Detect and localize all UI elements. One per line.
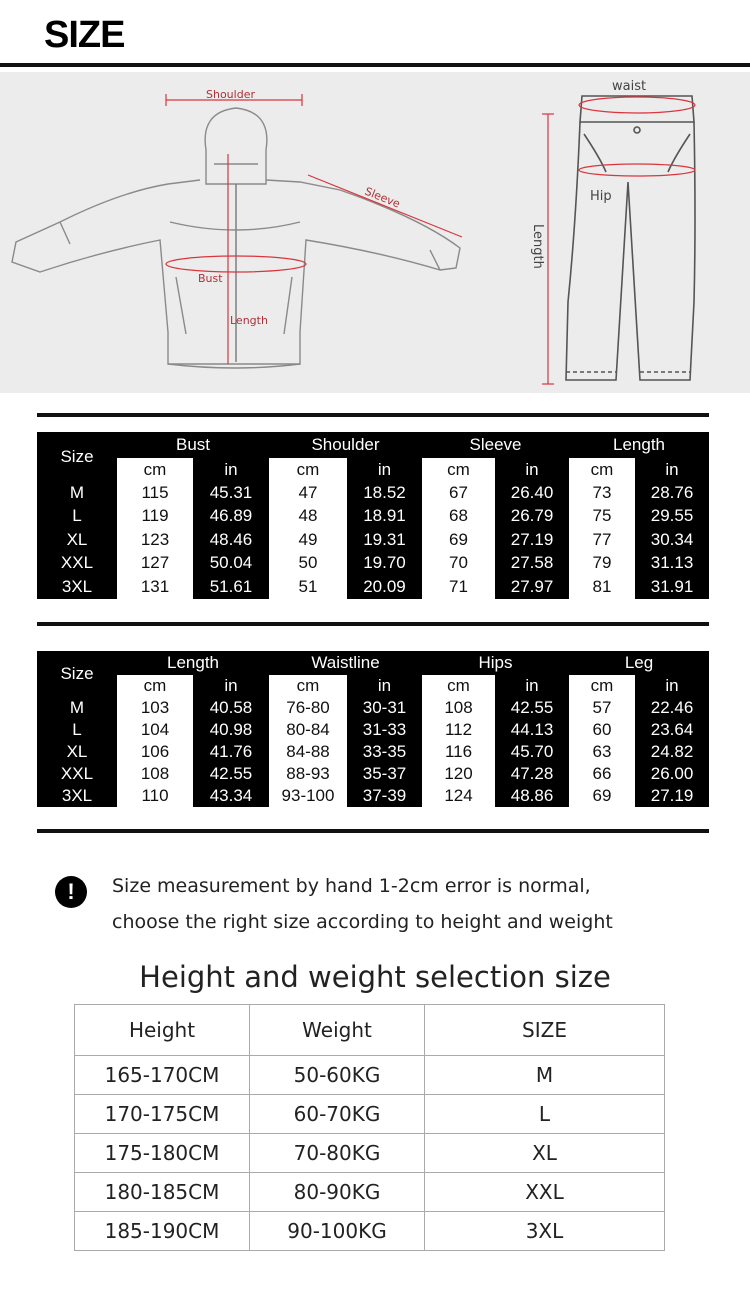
table-cell: 69 xyxy=(569,785,635,807)
table-row xyxy=(37,741,709,763)
table-cell: XL xyxy=(37,741,117,763)
table-cell: 60-70KG xyxy=(250,1095,425,1134)
unit-header: in xyxy=(193,675,269,697)
unit-header: in xyxy=(495,458,569,481)
table-cell: XXL xyxy=(37,763,117,785)
table-cell: 103 xyxy=(117,697,193,719)
column-header: SIZE xyxy=(425,1005,665,1056)
table-cell: 76-80 xyxy=(269,697,347,719)
table-cell: 73 xyxy=(569,481,635,505)
table-cell: 43.34 xyxy=(193,785,269,807)
table-cell: XL xyxy=(425,1134,665,1173)
table-cell: 88-93 xyxy=(269,763,347,785)
jacket-size-table xyxy=(37,432,709,599)
table-cell: 50 xyxy=(269,552,347,576)
table-cell: 26.00 xyxy=(635,763,709,785)
unit-header: in xyxy=(347,458,422,481)
measurement-illustration xyxy=(0,72,750,393)
table-cell: 75 xyxy=(569,505,635,529)
table-cell: 29.55 xyxy=(635,505,709,529)
table-cell: 45.70 xyxy=(495,741,569,763)
table-cell: 70-80KG xyxy=(250,1134,425,1173)
table-cell: 31.13 xyxy=(635,552,709,576)
table-row xyxy=(37,719,709,741)
table-cell: 51.61 xyxy=(193,575,269,599)
table-cell: 71 xyxy=(422,575,495,599)
table-cell: 81 xyxy=(569,575,635,599)
table-row xyxy=(37,505,709,529)
table-cell: 40.58 xyxy=(193,697,269,719)
table-cell: 19.70 xyxy=(347,552,422,576)
height-weight-table xyxy=(74,1004,665,1251)
group-header: Length xyxy=(117,651,269,675)
table-row xyxy=(37,528,709,552)
table-cell: L xyxy=(37,505,117,529)
table-row xyxy=(37,785,709,807)
table-cell: 40.98 xyxy=(193,719,269,741)
divider xyxy=(37,413,709,417)
table-cell: M xyxy=(37,697,117,719)
table-cell: XXL xyxy=(37,552,117,576)
table-cell: 108 xyxy=(117,763,193,785)
table-cell: 3XL xyxy=(425,1212,665,1251)
table-row xyxy=(37,575,709,599)
table-cell: 45.31 xyxy=(193,481,269,505)
table-cell: 30.34 xyxy=(635,528,709,552)
table-cell: 26.40 xyxy=(495,481,569,505)
table-cell: 112 xyxy=(422,719,495,741)
table-cell: 170-175CM xyxy=(75,1095,250,1134)
column-header: Weight xyxy=(250,1005,425,1056)
table-cell: 77 xyxy=(569,528,635,552)
exclamation-icon: ! xyxy=(55,876,87,908)
table-cell: 48.86 xyxy=(495,785,569,807)
table-cell: 18.52 xyxy=(347,481,422,505)
bust-label: Bust xyxy=(198,272,223,285)
group-header: Shoulder xyxy=(269,432,422,458)
group-header: Length xyxy=(569,432,709,458)
table-cell: 51 xyxy=(269,575,347,599)
table-cell: 180-185CM xyxy=(75,1173,250,1212)
unit-header: cm xyxy=(422,675,495,697)
table-cell: 57 xyxy=(569,697,635,719)
shoulder-label: Shoulder xyxy=(206,88,255,101)
table-cell: 93-100 xyxy=(269,785,347,807)
table-cell: 33-35 xyxy=(347,741,422,763)
pants-length-label: Length xyxy=(530,224,545,269)
unit-header: cm xyxy=(269,675,347,697)
jacket-length-label: Length xyxy=(230,314,268,327)
table-row xyxy=(37,552,709,576)
jacket-drawing xyxy=(12,108,460,368)
table-cell: 3XL xyxy=(37,575,117,599)
table-cell: 42.55 xyxy=(193,763,269,785)
table-cell: 68 xyxy=(422,505,495,529)
table-cell: 104 xyxy=(117,719,193,741)
table-cell: 48 xyxy=(269,505,347,529)
table-cell: 35-37 xyxy=(347,763,422,785)
table-cell: 22.46 xyxy=(635,697,709,719)
group-header: Leg xyxy=(569,651,709,675)
table-cell: 42.55 xyxy=(495,697,569,719)
table-cell: L xyxy=(425,1095,665,1134)
table-row xyxy=(75,1173,665,1212)
table-cell: 47 xyxy=(269,481,347,505)
table-cell: 28.76 xyxy=(635,481,709,505)
unit-header: in xyxy=(635,675,709,697)
table-cell: 23.64 xyxy=(635,719,709,741)
table-cell: 27.19 xyxy=(635,785,709,807)
table-cell: 20.09 xyxy=(347,575,422,599)
table-cell: 37-39 xyxy=(347,785,422,807)
title-divider xyxy=(0,63,750,67)
table-cell: 27.19 xyxy=(495,528,569,552)
table-cell: M xyxy=(425,1056,665,1095)
table-cell: 80-84 xyxy=(269,719,347,741)
table-cell: 185-190CM xyxy=(75,1212,250,1251)
unit-header: cm xyxy=(269,458,347,481)
divider xyxy=(37,829,709,833)
table-cell: 66 xyxy=(569,763,635,785)
table-cell: 110 xyxy=(117,785,193,807)
table-cell: 120 xyxy=(422,763,495,785)
table-cell: 27.97 xyxy=(495,575,569,599)
group-header: Waistline xyxy=(269,651,422,675)
table-cell: 119 xyxy=(117,505,193,529)
table-cell: 46.89 xyxy=(193,505,269,529)
table-row xyxy=(37,763,709,785)
table-cell: 31-33 xyxy=(347,719,422,741)
table-cell: 18.91 xyxy=(347,505,422,529)
unit-header: in xyxy=(495,675,569,697)
table-cell: 31.91 xyxy=(635,575,709,599)
table-cell: 48.46 xyxy=(193,528,269,552)
table-cell: 106 xyxy=(117,741,193,763)
unit-header: cm xyxy=(569,675,635,697)
table-cell: 67 xyxy=(422,481,495,505)
table-cell: 60 xyxy=(569,719,635,741)
table-cell: 116 xyxy=(422,741,495,763)
pants-drawing xyxy=(566,96,695,380)
size-header: Size xyxy=(37,432,117,481)
table-cell: 47.28 xyxy=(495,763,569,785)
table-cell: 70 xyxy=(422,552,495,576)
table-cell: 84-88 xyxy=(269,741,347,763)
table-row xyxy=(37,481,709,505)
sleeve-label: Sleeve xyxy=(362,184,402,211)
table-cell: 175-180CM xyxy=(75,1134,250,1173)
unit-header: in xyxy=(635,458,709,481)
unit-header: cm xyxy=(117,675,193,697)
table-cell: 79 xyxy=(569,552,635,576)
table-cell: 3XL xyxy=(37,785,117,807)
table-cell: 44.13 xyxy=(495,719,569,741)
table-cell: 24.82 xyxy=(635,741,709,763)
pants-size-table xyxy=(37,651,709,807)
selection-title: Height and weight selection size xyxy=(139,960,611,994)
hip-label: Hip xyxy=(590,189,612,204)
group-header: Sleeve xyxy=(422,432,569,458)
table-cell: M xyxy=(37,481,117,505)
size-header: Size xyxy=(37,651,117,697)
table-cell: 131 xyxy=(117,575,193,599)
table-cell: 80-90KG xyxy=(250,1173,425,1212)
page-title: SIZE xyxy=(44,14,125,56)
table-row xyxy=(75,1056,665,1095)
column-header: Height xyxy=(75,1005,250,1056)
table-row xyxy=(37,697,709,719)
table-cell: XXL xyxy=(425,1173,665,1212)
unit-header: cm xyxy=(117,458,193,481)
table-cell: L xyxy=(37,719,117,741)
table-cell: 27.58 xyxy=(495,552,569,576)
unit-header: in xyxy=(193,458,269,481)
table-cell: 69 xyxy=(422,528,495,552)
table-row xyxy=(75,1212,665,1251)
note-line: Size measurement by hand 1-2cm error is normal, xyxy=(112,875,591,897)
table-cell: 124 xyxy=(422,785,495,807)
table-cell: 165-170CM xyxy=(75,1056,250,1095)
table-cell: 30-31 xyxy=(347,697,422,719)
table-cell: 50-60KG xyxy=(250,1056,425,1095)
table-cell: 50.04 xyxy=(193,552,269,576)
table-cell: XL xyxy=(37,528,117,552)
table-row xyxy=(75,1134,665,1173)
table-cell: 41.76 xyxy=(193,741,269,763)
table-row xyxy=(75,1095,665,1134)
note-line: choose the right size according to height and weight xyxy=(112,911,613,933)
table-cell: 26.79 xyxy=(495,505,569,529)
unit-header: in xyxy=(347,675,422,697)
waist-label: waist xyxy=(612,79,647,94)
table-cell: 49 xyxy=(269,528,347,552)
group-header: Bust xyxy=(117,432,269,458)
table-cell: 123 xyxy=(117,528,193,552)
table-cell: 115 xyxy=(117,481,193,505)
unit-header: cm xyxy=(569,458,635,481)
table-cell: 19.31 xyxy=(347,528,422,552)
divider xyxy=(37,622,709,626)
unit-header: cm xyxy=(422,458,495,481)
table-cell: 90-100KG xyxy=(250,1212,425,1251)
table-cell: 108 xyxy=(422,697,495,719)
table-cell: 127 xyxy=(117,552,193,576)
table-cell: 63 xyxy=(569,741,635,763)
group-header: Hips xyxy=(422,651,569,675)
